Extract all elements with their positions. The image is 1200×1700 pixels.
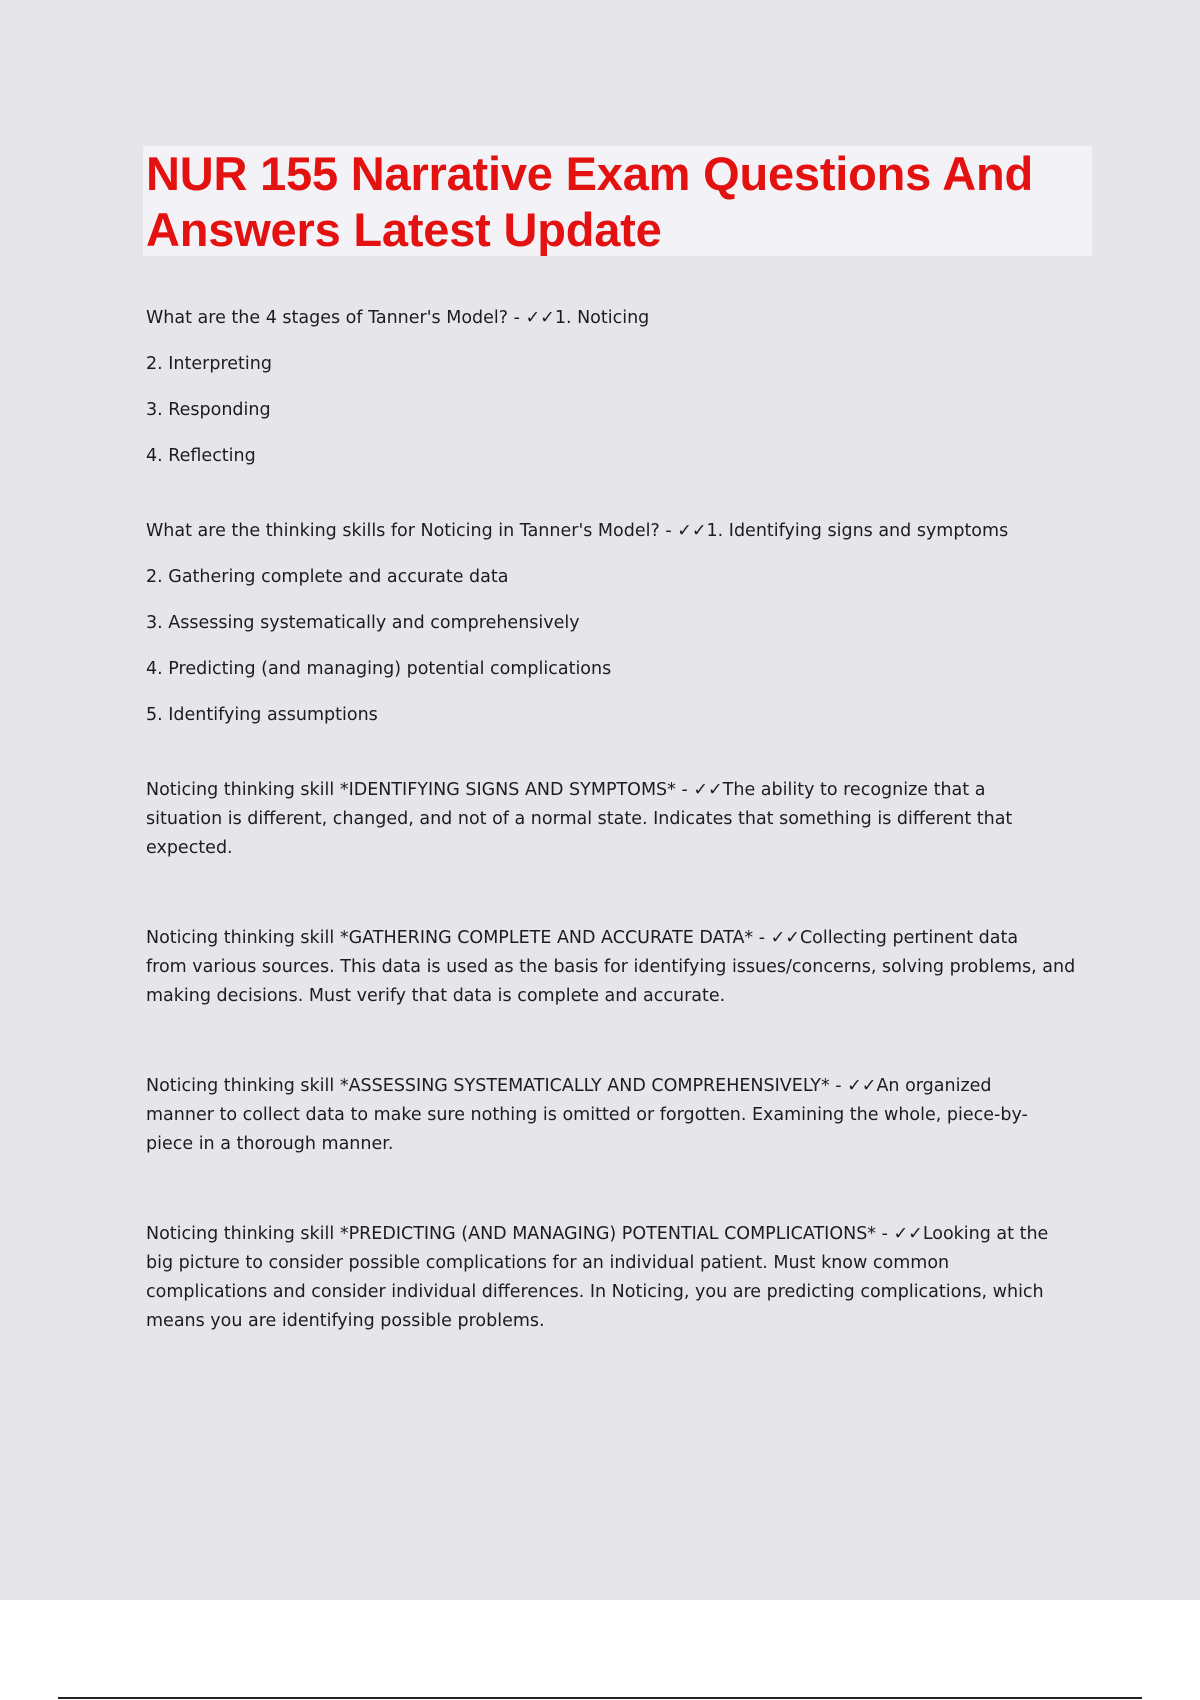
question-line: What are the 4 stages of Tanner's Model? - ✓✓1. Noticing: [146, 308, 650, 328]
document-title: [143, 146, 1092, 256]
qa-item: [146, 776, 1096, 863]
answer-line: 3. Responding: [146, 400, 271, 420]
paragraph-line: Noticing thinking skill *IDENTIFYING SIGNS AND SYMPTOMS* - ✓✓The ability to recognize that a: [146, 780, 986, 800]
paragraph-line: Noticing thinking skill *PREDICTING (AND MANAGING) POTENTIAL COMPLICATIONS* - ✓✓Looking at the: [146, 1224, 1049, 1244]
question-line: What are the thinking skills for Noticing in Tanner's Model? - ✓✓1. Identifying signs and symptoms: [146, 521, 1009, 541]
paragraph-line: complications and consider individual differences. In Noticing, you are predicting complications, which: [146, 1282, 1044, 1302]
page-divider: [58, 1697, 1142, 1699]
answer-line: 2. Gathering complete and accurate data: [146, 567, 509, 587]
paragraph-line: situation is different, changed, and not of a normal state. Indicates that something is different that: [146, 809, 1013, 829]
qa-paragraph: [146, 1220, 1096, 1336]
answer-line: 3. Assessing systematically and comprehensively: [146, 613, 580, 633]
answer-line: 4. Predicting (and managing) potential complications: [146, 659, 612, 679]
answer-line: 5. Identifying assumptions: [146, 705, 378, 725]
paragraph-line: from various sources. This data is used as the basis for identifying issues/concerns, solving problems, and: [146, 957, 1076, 977]
paragraph-line: making decisions. Must verify that data is complete and accurate.: [146, 986, 726, 1006]
paragraph-line: Noticing thinking skill *GATHERING COMPLETE AND ACCURATE DATA* - ✓✓Collecting pertinent data: [146, 928, 1019, 948]
qa-item: [146, 1220, 1096, 1336]
paragraph-line: big picture to consider possible complications for an individual patient. Must know common: [146, 1253, 950, 1273]
qa-paragraph: [146, 776, 1096, 863]
qa-item: [146, 304, 1096, 471]
title-line: Answers Latest Update: [146, 203, 662, 256]
document-body: [146, 304, 1096, 1382]
answer-line: 2. Interpreting: [146, 354, 272, 374]
paragraph-line: expected.: [146, 838, 233, 858]
paragraph-line: manner to collect data to make sure nothing is omitted or forgotten. Examining the whole, piece-by-: [146, 1105, 1028, 1125]
qa-paragraph: [146, 924, 1096, 1011]
paragraph-line: piece in a thorough manner.: [146, 1134, 394, 1154]
qa-item: [146, 517, 1096, 730]
title-line: NUR 155 Narrative Exam Questions And: [146, 147, 1033, 200]
qa-paragraph: [146, 1072, 1096, 1159]
qa-item: [146, 924, 1096, 1011]
paragraph-line: Noticing thinking skill *ASSESSING SYSTEMATICALLY AND COMPREHENSIVELY* - ✓✓An organized: [146, 1076, 992, 1096]
paragraph-line: means you are identifying possible problems.: [146, 1311, 545, 1331]
qa-item: [146, 1072, 1096, 1159]
answer-line: 4. Reflecting: [146, 446, 256, 466]
